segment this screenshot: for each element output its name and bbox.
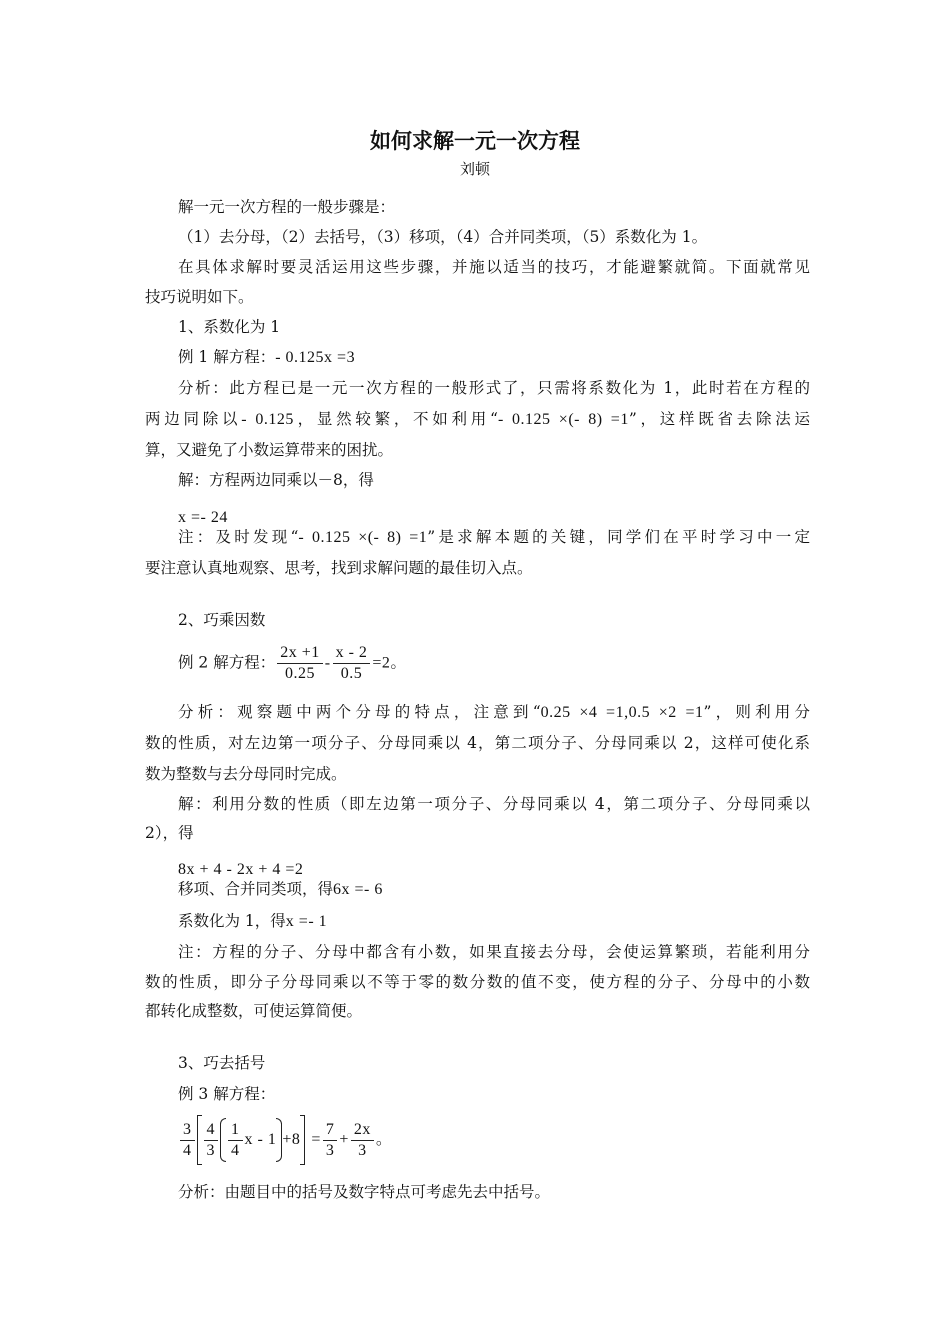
- outer-denominator: 4: [183, 1141, 192, 1159]
- fraction-2-denominator: 0.5: [340, 665, 363, 682]
- fraction-1-denominator: 0.25: [284, 665, 315, 682]
- plus-sign: +: [339, 1131, 349, 1148]
- plus-eight: +8: [282, 1131, 301, 1148]
- section-3-heading: 3、巧去括号: [178, 1054, 266, 1072]
- text-segment: ”，这样既省去除法运: [628, 410, 810, 428]
- left-square-bracket: [197, 1115, 202, 1165]
- solution-2-move: [178, 874, 810, 905]
- example-1-equation: - 0.125x =3: [275, 349, 356, 366]
- math-divisor: - 0.125: [241, 411, 294, 428]
- quarter-fraction: [228, 1120, 243, 1161]
- analysis-1-line-1: 分析：此方程已是一元一次方程的一般形式了，只需将系数化为 1，此时若在方程的: [178, 379, 810, 397]
- text-segment: 分析：观察题中两个分母的特点，注意到“: [178, 703, 541, 721]
- note-2-line-3: 都转化成整数，可使运算简便。: [145, 1002, 363, 1020]
- equals-sign: =: [311, 1131, 321, 1148]
- outer-numerator: 3: [180, 1120, 195, 1141]
- right-square-bracket: [300, 1115, 305, 1165]
- analysis-3: 分析：由题目中的括号及数字特点可考虑先去中括号。: [178, 1183, 551, 1201]
- solution-2-equation: 8x + 4 - 2x + 4 =2: [178, 861, 304, 878]
- example-1: [178, 342, 810, 373]
- section-2-heading: 2、巧乘因数: [178, 611, 266, 629]
- solution-2-coefficient: [178, 906, 810, 937]
- inner-numerator: 4: [204, 1120, 219, 1141]
- section-1-heading: 1、系数化为 1: [178, 318, 281, 336]
- math-equation: x =- 1: [285, 913, 328, 930]
- period: 。: [390, 653, 406, 672]
- example-2: [178, 643, 810, 684]
- solution-2-line-1: 解：利用分数的性质（即左边第一项分子、分母同乘以 4，第二项分子、分母同乘以: [178, 795, 810, 813]
- left-parenthesis: [220, 1118, 226, 1162]
- intro-line-1: 解一元一次方程的一般步骤是：: [178, 198, 396, 216]
- text-segment: 移项、合并同类项，得: [178, 880, 334, 898]
- rhs-fraction-1: [323, 1120, 338, 1161]
- example-1-label: 例 1 解方程：: [178, 348, 276, 366]
- analysis-2-line-2: 数的性质，对左边第一项分子、分母同乘以 4，第二项分子、分母同乘以 2，这样可使化系: [145, 734, 810, 752]
- math-equation: 6x =- 6: [333, 881, 383, 898]
- outer-fraction: [180, 1120, 195, 1161]
- note-2-line-2: 数的性质，即分子分母同乘以不等于零的数分数的值不变，使方程的分子、分母中的小数: [145, 973, 810, 991]
- x-minus-one: x - 1: [244, 1131, 277, 1148]
- quarter-denominator: 4: [231, 1141, 240, 1159]
- solution-1: 解：方程两边同乘以－8，得: [178, 471, 374, 489]
- document-title: 如何求解一元一次方程: [370, 129, 580, 153]
- rhs-fraction-2: [351, 1120, 374, 1161]
- math-product: - 0.125 ×(- 8) =1: [298, 529, 428, 546]
- text-segment: ，显然较繁，不如利用“: [293, 410, 498, 428]
- rhs-2-denominator: 3: [358, 1141, 367, 1159]
- equation-rhs: =2: [372, 654, 391, 672]
- rhs-2-numerator: 2x: [351, 1120, 374, 1141]
- intro-line-2: （1）去分母，（2）去括号，（3）移项，（4）合并同类项，（5）系数化为 1。: [178, 228, 708, 246]
- solution-2-line-2: 2），得: [145, 824, 194, 842]
- minus-sign: -: [324, 654, 331, 672]
- note-1-line-1: [178, 522, 810, 553]
- analysis-1-line-3: 算，又避免了小数运算带来的困扰。: [145, 441, 394, 459]
- analysis-2-line-1: [178, 697, 810, 728]
- intro-line-4: 技巧说明如下。: [145, 288, 254, 306]
- note-2-line-1: 注：方程的分子、分母中都含有小数，如果直接去分母，会使运算繁琐，若能利用分: [178, 943, 810, 961]
- text-segment: ”，则利用分: [703, 703, 810, 721]
- intro-line-3: 在具体求解时要灵活运用这些步骤，并施以适当的技巧，才能避繁就简。下面就常见: [178, 258, 810, 276]
- inner-fraction: [204, 1120, 219, 1161]
- example-3-equation: [178, 1114, 810, 1166]
- rhs-1-denominator: 3: [325, 1141, 335, 1159]
- analysis-2-line-3: 数为整数与去分母同时完成。: [145, 765, 347, 783]
- fraction-2-numerator: x - 2: [333, 643, 371, 664]
- period: 。: [375, 1131, 393, 1148]
- fraction-1-numerator: 2x +1: [277, 643, 323, 664]
- fraction-2: [333, 643, 371, 684]
- math-product: - 0.125 ×(- 8) =1: [497, 411, 629, 428]
- solution-1-result: x =- 24: [178, 509, 228, 526]
- rhs-1-numerator: 7: [323, 1120, 338, 1141]
- note-1-line-2: 要注意认真地观察、思考，找到求解问题的最佳切入点。: [145, 559, 533, 577]
- analysis-1-line-2: [145, 404, 810, 435]
- text-segment: ”是求解本题的关键，同学们在平时学习中一定: [427, 528, 810, 546]
- text-segment: 注：及时发现“: [178, 528, 299, 546]
- document-author: 刘顿: [459, 160, 490, 178]
- fraction-1: [277, 643, 323, 684]
- text-segment: 系数化为 1，得: [178, 912, 286, 930]
- inner-denominator: 3: [206, 1141, 215, 1159]
- example-2-label: 例 2 解方程：: [178, 653, 276, 672]
- text-segment: 两边同除以: [145, 410, 242, 428]
- quarter-numerator: 1: [228, 1120, 243, 1141]
- example-3-label: 例 3 解方程：: [178, 1085, 276, 1103]
- math-products: 0.25 ×4 =1,0.5 ×2 =1: [540, 704, 704, 721]
